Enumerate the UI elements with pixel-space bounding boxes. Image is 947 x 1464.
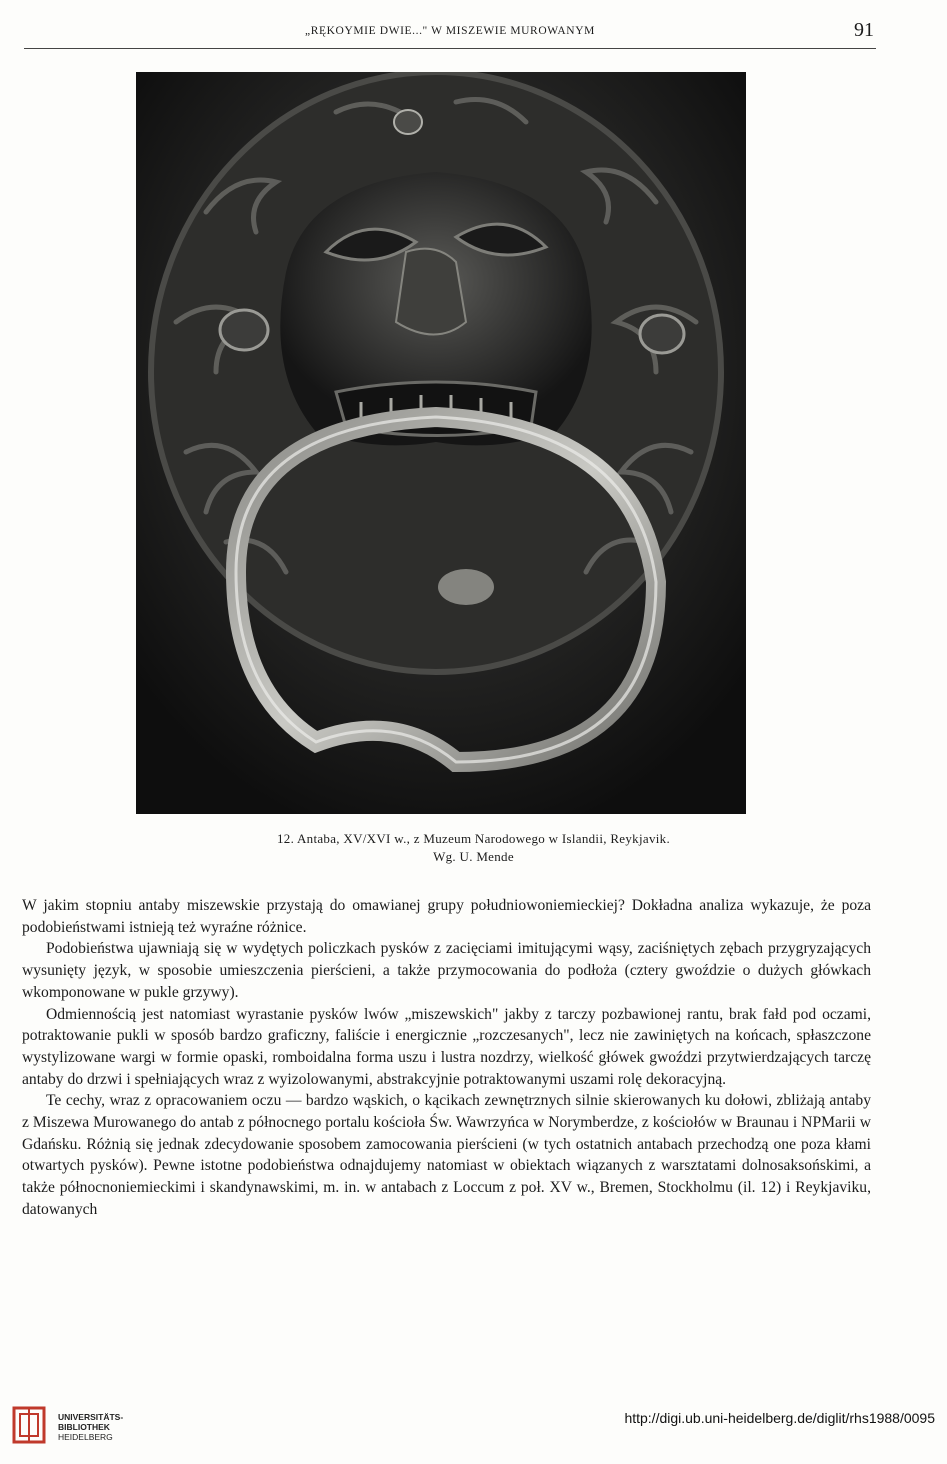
- library-name-line2: BIBLIOTHEK: [58, 1422, 110, 1432]
- knocker-illustration: [136, 72, 746, 814]
- body-text: [22, 895, 871, 1221]
- library-logo[interactable]: [10, 1404, 160, 1450]
- paragraph-2: Podobieństwa ujawniają się w wydętych policzkach pysków z zacięciami imitującymi wąsy, zaciśniętych zębach przygryzających wysunięty język, w sposobie umieszczenia pierścieni, a także przymocowania do podłoża (cztery gwoździe o dużych główkach wkomponowane w pukle grzywy).: [22, 940, 871, 1001]
- library-name-line1: UNIVERSITÄTS-: [58, 1412, 124, 1422]
- paragraph-1: W jakim stopniu antaby miszewskie przystają do omawianej grupy południowoniemieckiej? Dokładna analiza wykazuje, że poza podobieństwami istnieją też wyraźne różnice.: [22, 897, 871, 936]
- paragraph-3: Odmiennością jest natomiast wyrastanie pysków lwów „miszewskich" jakby z tarczy pozbawionej rantu, brak fałd pod oczami, potraktowanie pukli w sposób bardzo graficzny, faliście i energicznie „rozczesanych", lecz nie zawiniętych na końcach, spłaszczone wystylizowane wargi w formie opaski, romboidalna forma uszu i lustra nozdrzy, wielkość główek gwoździ przytwierdzających tarczę antaby do drzwi i spełniających wraz z wyizolowanymi, abstrakcyjnie potraktowanymi uszami rolę dekoracyjną.: [22, 1005, 871, 1088]
- page-number: 91: [854, 19, 874, 41]
- source-url-link[interactable]: http://digi.ub.uni-heidelberg.de/diglit/rhs1988/0095: [624, 1410, 935, 1426]
- library-name-line3: HEIDELBERG: [58, 1432, 113, 1442]
- paragraph-4: Te cechy, wraz z opracowaniem oczu — bardzo wąskich, o kącikach zewnętrznych silnie skierowanych ku dołowi, zbliżają antaby z Miszewa Murowanego do antab z północnego portalu kościoła Św. Wawrzyńca w Norymberdze, z kościołów w Braunau i NPMarii w Gdańsku. Różnią się jednak zdecydowanie sposobem zamocowania pierścieni (w tych ostatnich antabach przechodzą one poza kłami otwartych pysków). Pewne istotne podobieństwa odnajdujemy natomiast w obiektach wiązanych z warsztatami dolnosaksońskimi, a także północnoniemieckimi i skandynawskimi, m. in. w antabach z Loccum z poł. XV w., Bremen, Stockholmu (il. 12) i Reykjaviku, datowanych: [22, 1092, 871, 1218]
- library-logo-icon: [10, 1404, 52, 1446]
- figure-caption-line1: 12. Antaba, XV/XVI w., z Muzeum Narodowego w Islandii, Reykjavik.: [276, 831, 671, 846]
- figure-caption-line2: Wg. U. Mende: [433, 849, 514, 864]
- running-header: [24, 19, 876, 49]
- figure-knocker-photo: [136, 72, 746, 814]
- running-title: „RĘKOYMIE DWIE..." W MISZEWIE MUROWANYM: [305, 25, 595, 37]
